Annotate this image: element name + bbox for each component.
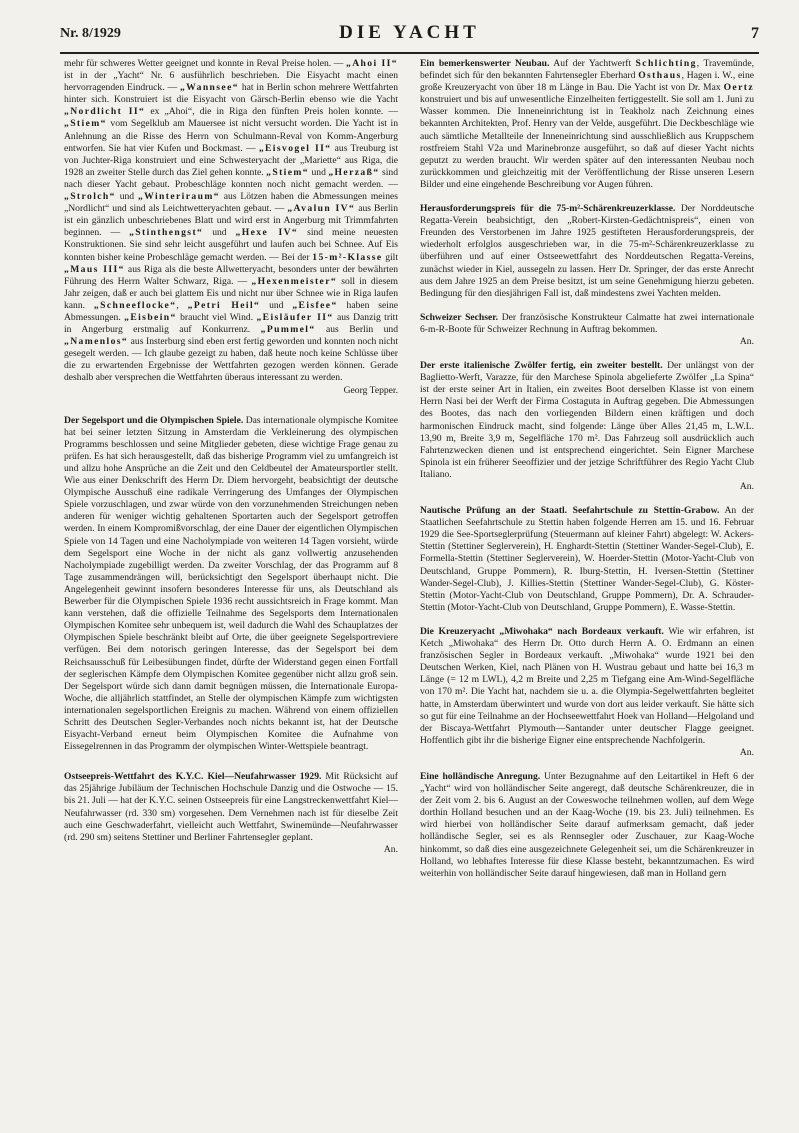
article-heading: Ein bemerkenswerter Neubau.: [420, 58, 550, 69]
page-header: [60, 20, 759, 48]
magazine-title: DIE YACHT: [339, 22, 480, 43]
miwohaka-article: Die Kreuzeryacht „Miwohaka“ nach Bordeaux verkauft. Wie wir erfahren, ist Ketch „Miwohaka“ des Herrn Dr. Otto durch Herrn A. O. Erdmann an einen französischen Segler in Bordeaux verkauft. „Miwohaka“ wurde 1921 bei den Deutschen Werken, Kiel, nach Plänen von H. Wustrau gebaut und hatte bei 16,3 m Länge (= 12 m LWL), 4,2 m Breite und 2,25 m Tiefgang eine Am-Wind-Segelfläche von 170 m². Die Yacht hat, nachdem sie u. a. die Olympia-Segelwettfahrten begleitet hatte, in Amsterdam überwintert und wurde von dort aus leider verkauft. Sie hätte sich so gut für eine Teilnahme an der Hochseewettfahrt Hoek van Holland—Helgoland und der Biscaya-Wettfahrt Plymouth—Santander unter deutscher Flagge geeignet. Hoffentlich gibt ihr die bisherige Eigner eine entsprechende Nachfolgerin. An.: [420, 625, 755, 758]
neubau-article: Ein bemerkenswerter Neubau. Auf der Yachtwerft Schlichting, Travemünde, befindet sich für den bekannten Fahrtensegler Eberhard Osthaus, Hagen i. W., eine große Kreuzeryacht von über 18 m Länge in Bau. Die Yacht ist von Dr. Max Oertz konstruiert und bis auf unwesentliche Einzelheiten fertiggestellt. Sie soll am 1. Juni zu Wasser kommen. Die Inneneinrichtung ist in Teakholz nach Zeichnung eines bekannten Architekten, Prof. Henry van der Velde, ausgeführt. Die Deckbeschläge wie auch sämtliche Metallteile der Inneneinrichtung sind ausschließlich aus Kruppschem rostfreiem Stahl V2a und Marinebronze ausgeführt, so daß auf dieser Yacht nichts geputzt zu werden braucht. Wir werden später auf den interessanten Neubau noch zurückkommen und gleichzeitig mit der Veröffentlichung der Risse unseren Lesern Bilder und eine eingehende Beschreibung vor Augen führen.: [420, 58, 754, 190]
article-signature: An.: [739, 481, 754, 492]
article-signature: An.: [383, 843, 398, 855]
article-signature: Georg Tepper.: [343, 384, 398, 396]
article-heading: Herausforderungspreis für die 75-m²-Schärenkreuzerklasse.: [420, 203, 676, 215]
article-signature: An.: [739, 746, 754, 758]
article-heading: Die Kreuzeryacht „Miwohaka“ nach Bordeaux verkauft.: [420, 625, 664, 637]
header-rule: [60, 52, 759, 54]
herausforderungspreis-article: Herausforderungspreis für die 75-m²-Schärenkreuzerklasse. Der Norddeutsche Regatta-Verein beabsichtigt, den „Robert-Kirsten-Gedächtnispreis“, einen von Freunden des Verstorbenen im Jahre 1925 gestifteten Herausforderungspreis, der wiederholt erfolglos ausgeschrieben war, in die 75-m²-Schärenkreuzerklasse zu überführen und auf einer Ostseewettfahrt des Norddeutschen Regatta-Vereins, zunächst wieder in Kiel, aussegeln zu lassen. Herr Dr. Springer, der das erste Anrecht aus dem Jahre 1925 an dem Preise besitzt, ist um seine Genehmigung hierzu gebeten. Bedingung für den diesjährigen Fall ist, daß mindestens zwei Yachten melden.: [420, 203, 754, 299]
eisyacht-article-continued: mehr für schweres Wetter geeignet und konnte in Reval Preise holen. — „Ahoi II“ ist in der „Yacht“ Nr. 6 ausführlich beschrieben. Die Eisyacht macht einen hervorragenden Eindruck. — „Wannsee“ hat in Berlin schon mehrere Wettfahrten hinter sich. Konstruiert ist die Eisyacht von Gärsch-Berlin ebenso wie die Yacht „Nordlicht II“ ex „Ahoi“, die in Riga den fünften Preis holen konnte. — „Stiem“ vom Segelklub am Mauersee ist nicht versucht worden. Die Yacht ist in Anlehnung an die Risse des Herrn von Schulmann-Reval von Komm-Angerburg entworfen. Sie hat vier Kufen und Bockmast. — „Eisvogel II“ aus Treuburg ist von Juchter-Riga konstruiert und eine Schwesteryacht der „Mariette“ aus Riga, die 1928 an zweiter Stelle durch das Ziel gehen konnte. „Stiem“ und „Herzaß“ sind nach dieser Yacht gebaut. Probeschläge konnten noch nicht gemacht werden. — „Strolch“ und „Winteriraum“ aus Lötzen haben die Abmessungen meines „Nordlicht“ und sind als Leichtwetteryachten gebaut. — „Avalun IV“ aus Berlin ist ein gänzlich unbeschriebenes Blatt und wird erst in Angerburg mit Trimmfahrten beginnen. — „Stinthengst“ und „Hexe IV“ sind meine neuesten Konstruktionen. Sie sind sehr leicht ausgeführt und laufen auch bei Schnee. Auf Eis konnten bisher keine Probeschläge gemacht werden. — Bei der 15-m²-Klasse gilt „Maus III“ aus Riga als die beste Allwetteryacht, besonders unter der bewährten Führung des Herrn Walter Schwarz, Riga. — „Hexenmeister“ soll in diesem Jahr zeigen, daß er auch bei glattem Eis und nicht nur über Schnee wie in Riga laufen kann. „Schneeflocke“, „Petri Heil“ und „Eisfee“ haben seine Abmessungen. „Eisbein“ braucht viel Wind. „Eisläufer II“ aus Danzig tritt in Angerburg erstmalig auf Konkurrenz. „Pummel“ aus Berlin und „Namenlos“ aus Insterburg sind eben erst fertig geworden und konnten noch nicht gesegelt werden. — Ich glaube gezeigt zu haben, daß heute noch keine Schlüsse über die zu erwartenden Ergebnisse der Wettfahrten gezogen werden können. Gerade deshalb aber versprechen die Wettfahrten überaus interessant zu werden. Georg Tepper.: [64, 58, 399, 396]
olympics-article: Der Segelsport und die Olympischen Spiele. Das internationale olympische Komitee hat bei seiner letzten Sitzung in Amsterdam die Verkleinerung des olympischen Programms beschlossen und seine Mitglieder gebeten, diese wichtige Frage genau zu prüfen. Es hat sich herausgestellt, daß das bisherige Programm viel zu umfangreich ist und allzu hohe Ansprüche an die Zeit und den Celdbeutel der Amateursportler stellt. Wie aus einer Denkschrift des Herrn Dr. Diem hervorgeht, beabsichtigt der deutsche Olympische Ausschuß eine radikale Verringerung des Umfanges der Olympischen Spiele vorzuschlagen, und zwar würde von den vorzunehmenden Streichungen neben anderen für weniger wichtig gehaltenen Sportarten auch der Segelsport getroffen werden. In einem Kompromißvorschlag, der eine Dauer der eigentlichen Olympischen Spiele von 14 Tagen und eine Nacholympiade von weiteren 14 Tagen vorsieht, würde dem Segelsport eine Woche in der nicht als ganz vollwertig anzusehenden Nacholympiade zugebilligt werden. Da zweiter Vorschlag, der das Programm auf 8 Tage zusammendrängen will, berücksichtigt den Segelsport überhaupt nicht. Die Angelegenheit gewinnt insofern besonderes Interesse für uns, als Deutschland als Bewerber für die Olympischen Spiele 1936 recht aussichtsreich in Frage kommt. Man kann verstehen, daß die offizielle Teilnahme des Segelsports dem Internationalen Olympischen Komitee sehr unbequem ist, weil dadurch die Wahl des Schauplatzes der Olympischen Spiele beschränkt bleibt auf Orte, die über geeignete Segelsportreviere verfügen. Bei dem notorisch geringen Interesse, das der Segelsport bei dem Reichsausschuß für Leibesübungen findet, dürfte der Widerstand gegen einen Fortfall der seglerischen Kämpfe dem Olympischen Komitee gegenüber nicht allzu groß sein. Der Segelsport würde sich dann damit begnügen müssen, die Internationale Europa-Woche, die alljährlich stattfindet, an Stelle der olympischen Kämpfe zum wichtigsten internationalen segelsportlichen Ereignis zu machen. Während von einem offiziellen Schritt des Deutschen Segler-Verbandes noch nichts bekannt ist, hat der Deutsche Eisyacht-Verband erneut beim Olympischen Komitee die Aufnahme von Eissegelrennen in das Programm der olympischen Winter-Wettspiele beantragt.: [64, 414, 398, 753]
article-heading: Nautische Prüfung an der Staatl. Seefahrtschule zu Stettin-Grabow.: [420, 505, 720, 517]
issue-number: Nr. 8/1929: [60, 26, 121, 41]
article-signature: An.: [739, 335, 754, 347]
ostseepreis-article: Ostseepreis-Wettfahrt des K.Y.C. Kiel—Neufahrwasser 1929. Mit Rücksicht auf das 25jährige Jubiläum der Technischen Hochschule Danzig und die Ostwoche — 15. bis 21. Juli — hat der K.Y.C. seinen Ostseepreis für eine Langstreckenwettfahrt Kiel—Neufahrwasser (rd. 330 sm) vorgesehen. Dem Vernehmen nach ist für dieselbe Zeit auch eine Geschwaderfahrt, vielleicht auch Wettfahrt, Swinemünde—Neufahrwasser (rd. 290 sm) seitens Stettiner und Berliner Fahrtensegler geplant. An.: [64, 771, 398, 855]
nautische-pruefung-article: Nautische Prüfung an der Staatl. Seefahrtschule zu Stettin-Grabow. An der Staatlichen Seefahrtschule zu Stettin haben folgende Herren am 15. und 16. Februar 1929 die See-Sportseglerprüfung (Steuermann auf kleiner Fahrt) abgelegt: W. Ackers-Stettin (Stettiner Seglerverein), H. Enghardt-Stettin (Stettiner Wander-Segel-Club), E. Formella-Stettin (Stettiner Seglerverein), W. Hoerder-Stettin (Motor-Yacht-Club von Deutschland, Gruppe Pommern), R. Iburg-Stettin, H. Iversen-Stettin (Stettiner Wander-Segel-Club), J. Killies-Stettin (Stettiner Wander-Segel-Club), G. Köster-Stettin (Motor-Yacht-Club von Deutschland, Gruppe Pommern), Dr. A. Schrauder-Stettin (Motor-Yacht-Club von Deutschland, Gruppe Pommern), E. Wasse-Stettin.: [420, 505, 754, 613]
article-heading: Der Segelsport und die Olympischen Spiele.: [64, 414, 244, 426]
schweizer-sechser-article: Schweizer Sechser. Der französische Konstrukteur Calmatte hat zwei internationale 6-m-R-Boote für Schweizer Rechnung in Auftrag bekommen. An.: [420, 311, 754, 347]
hollaendische-anregung-article: Eine holländische Anregung. Unter Bezugnahme auf den Leitartikel in Heft 6 der „Yacht“ wird von holländischer Seite angeregt, daß deutsche Schärenkreuzer, die in der Zeit vom 2. bis 6. August an der Coweswoche teilnehmen wollen, auf dem Wege dorthin Holland besuchen und an der Kaag-Woche (19. bis 23. Juli) teilnehmen. Es wird hierbei von holländischer Seite darauf aufmerksam gemacht, daß jeder holländische Segler, sei es als Rennsegler oder Zuschauer, zur Kaag-Woche hinkommt, so daß dies eine ausgezeichnete Gelegenheit sei, um die Schärenkreuzer in Holland, wo lebhaftes Interesse für diese Klasse besteht, bekanntzumachen. Es wird weiterhin von holländischer Seite darauf hingewiesen, daß man in Holland gern: [420, 770, 754, 879]
article-heading: Eine holländische Anregung.: [420, 770, 541, 782]
article-heading: Der erste italienische Zwölfer fertig, ein zweiter bestellt.: [420, 360, 663, 372]
right-column: [420, 58, 754, 887]
article-heading: Ostseepreis-Wettfahrt des K.Y.C. Kiel—Neufahrwasser 1929.: [64, 771, 322, 783]
zwoelfer-article: Der erste italienische Zwölfer fertig, ein zweiter bestellt. Der unlängst von der Baglietto-Werft, Varazze, für den Marchese Spinola abgelieferte Zwölfer „La Spina“ ist der erste seiner Art in Italien, ein zweites Boot derselben Klasse ist von einem Herrn Nasi bei der Werft der Firma Costaguta in Auftrag gegeben. Die Abmessungen des Bootes, das nach den vorliegenden Bildern einen kräftigen und doch harmonischen Eindruck macht, sind folgende: Länge über Alles 21,45 m, L.W.L. 13,90 m, Breite 3,9 m, Segelfläche 170 m². Das Fahrzeug soll ausdrücklich auch Fahrtenzwecken dienen und ist entsprechend eingerichtet. Sein Eigner Marchese Spinola ist ein früherer Seeoffizier und der jetzige Schriftführer des Regio Yacht Club Italiano. An.: [420, 360, 754, 492]
page-number: 7: [751, 25, 759, 42]
article-heading: Schweizer Sechser.: [420, 311, 499, 323]
left-column: [64, 58, 398, 863]
